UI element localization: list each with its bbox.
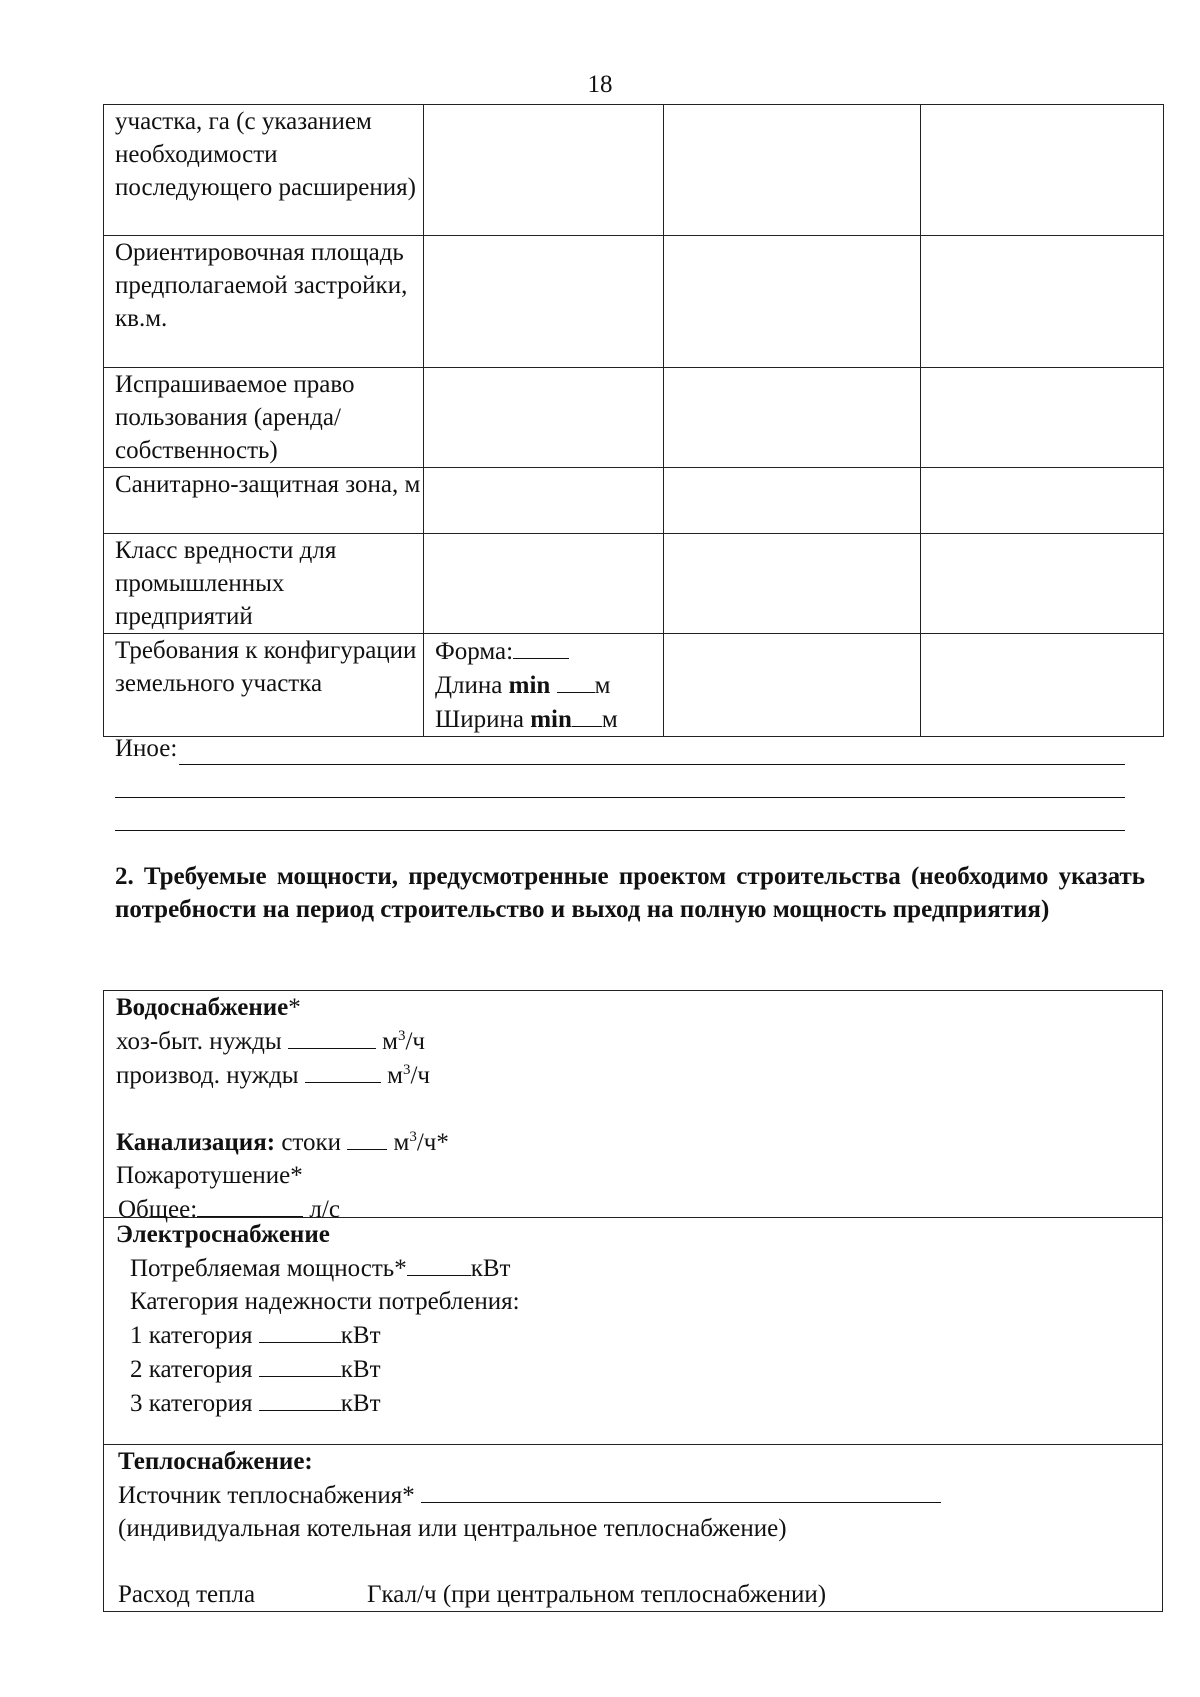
- form-blank[interactable]: [513, 634, 569, 659]
- water-heading: Водоснабжение: [116, 994, 289, 1021]
- table-row: [104, 468, 1164, 534]
- category-3-blank[interactable]: [259, 1386, 341, 1411]
- width-blank[interactable]: [572, 702, 602, 727]
- heat-consumption-field[interactable]: Расход тепла Гкал/ч (при центральном теплоснабжении): [118, 1581, 827, 1608]
- input-cell[interactable]: [921, 534, 1164, 634]
- production-blank[interactable]: [305, 1058, 381, 1083]
- length-blank[interactable]: [557, 668, 595, 693]
- heat-heading: Теплоснабжение:: [118, 1448, 313, 1475]
- table-row: [104, 105, 1164, 236]
- total-field[interactable]: Общее: л/с: [116, 1192, 1162, 1226]
- heat-source-blank[interactable]: [421, 1478, 941, 1503]
- page-number: 18: [587, 71, 613, 98]
- household-needs-field[interactable]: хоз-быт. нужды $м^3/ч$: [116, 1024, 1162, 1058]
- water-supply-cell: Водоснабжение* хоз-быт. нужды $м^3/ч$ производ. нужды $м^3/ч$ Канализация: стоки $м^3/ч*$ Пожаротушение* Общее: л/с: [104, 991, 1162, 1218]
- sewer-field[interactable]: Канализация: стоки $м^3/ч*$: [116, 1125, 1162, 1159]
- table-row: [104, 534, 1164, 634]
- heat-source-hint: (индивидуальная котельная или центральное теплоснабжение): [118, 1515, 787, 1542]
- row-label-usage-right: Испрашиваемое право пользования (аренда/собственность): [104, 368, 424, 468]
- heat-supply-cell: [104, 1445, 1162, 1611]
- other-input-line-2[interactable]: [115, 796, 1125, 798]
- section-2-title: 2. Требуемые мощности, предусмотренные проектом строительства (необходимо указать потребности на период строительство и выход на полную мощность предприятия): [115, 863, 1145, 923]
- category-3-field[interactable]: 3 категория кВт: [116, 1386, 1162, 1420]
- reliability-label: Категория надежности потребления:: [130, 1288, 520, 1315]
- power-heading: Электроснабжение: [116, 1221, 330, 1248]
- sewer-blank[interactable]: [347, 1125, 387, 1150]
- consumed-power-field[interactable]: Потребляемая мощность* кВт: [116, 1251, 1162, 1285]
- other-input-line-3[interactable]: [115, 829, 1125, 831]
- row-label-plot-area: участка, га (с указанием необходимости последующего расширения): [104, 105, 424, 236]
- input-cell[interactable]: [664, 634, 921, 737]
- heat-source-field[interactable]: Источник теплоснабжения*: [118, 1478, 1162, 1512]
- table-row: [104, 634, 1164, 737]
- input-cell[interactable]: [664, 236, 921, 368]
- land-plot-table: [103, 104, 1164, 737]
- other-input-line-1[interactable]: [179, 740, 1125, 765]
- total-blank[interactable]: [197, 1192, 303, 1217]
- input-cell[interactable]: [664, 534, 921, 634]
- category-1-blank[interactable]: [259, 1318, 341, 1343]
- input-cell[interactable]: [424, 468, 664, 534]
- row-label-hazard-class: Класс вредности для промышленных предприятий: [104, 534, 424, 634]
- input-cell[interactable]: [664, 468, 921, 534]
- configuration-cell: [424, 634, 664, 737]
- input-cell[interactable]: [921, 236, 1164, 368]
- input-cell[interactable]: [664, 368, 921, 468]
- table-row: [104, 368, 1164, 468]
- table-row: [104, 236, 1164, 368]
- input-cell[interactable]: [424, 105, 664, 236]
- household-blank[interactable]: [288, 1024, 376, 1049]
- power-supply-cell: [104, 1218, 1162, 1445]
- input-cell[interactable]: [424, 368, 664, 468]
- row-label-configuration: Требования к конфигурации земельного участка: [104, 634, 424, 737]
- consumed-blank[interactable]: [407, 1251, 471, 1276]
- input-cell[interactable]: [424, 236, 664, 368]
- form-field[interactable]: Форма:: [435, 634, 663, 668]
- category-2-blank[interactable]: [259, 1352, 341, 1377]
- input-cell[interactable]: [921, 468, 1164, 534]
- input-cell[interactable]: [921, 105, 1164, 236]
- row-label-building-area: Ориентировочная площадь предполагаемой застройки, кв.м.: [104, 236, 424, 368]
- category-2-field[interactable]: 2 категория кВт: [116, 1352, 1162, 1386]
- length-field[interactable]: Длина min м: [435, 668, 663, 702]
- category-1-field[interactable]: 1 категория кВт: [116, 1318, 1162, 1352]
- fire-label: Пожаротушение*: [116, 1162, 303, 1189]
- row-label-sanitary-zone: Санитарно-защитная зона, м: [104, 468, 424, 534]
- input-cell[interactable]: [664, 105, 921, 236]
- production-needs-field[interactable]: производ. нужды $м^3/ч$: [116, 1058, 1162, 1092]
- input-cell[interactable]: [424, 534, 664, 634]
- input-cell[interactable]: [921, 368, 1164, 468]
- input-cell[interactable]: [921, 634, 1164, 737]
- capacity-table: [103, 990, 1163, 1612]
- other-section: [115, 735, 1125, 831]
- other-label: Иное:: [115, 735, 178, 762]
- width-field[interactable]: Ширина min м: [435, 702, 663, 736]
